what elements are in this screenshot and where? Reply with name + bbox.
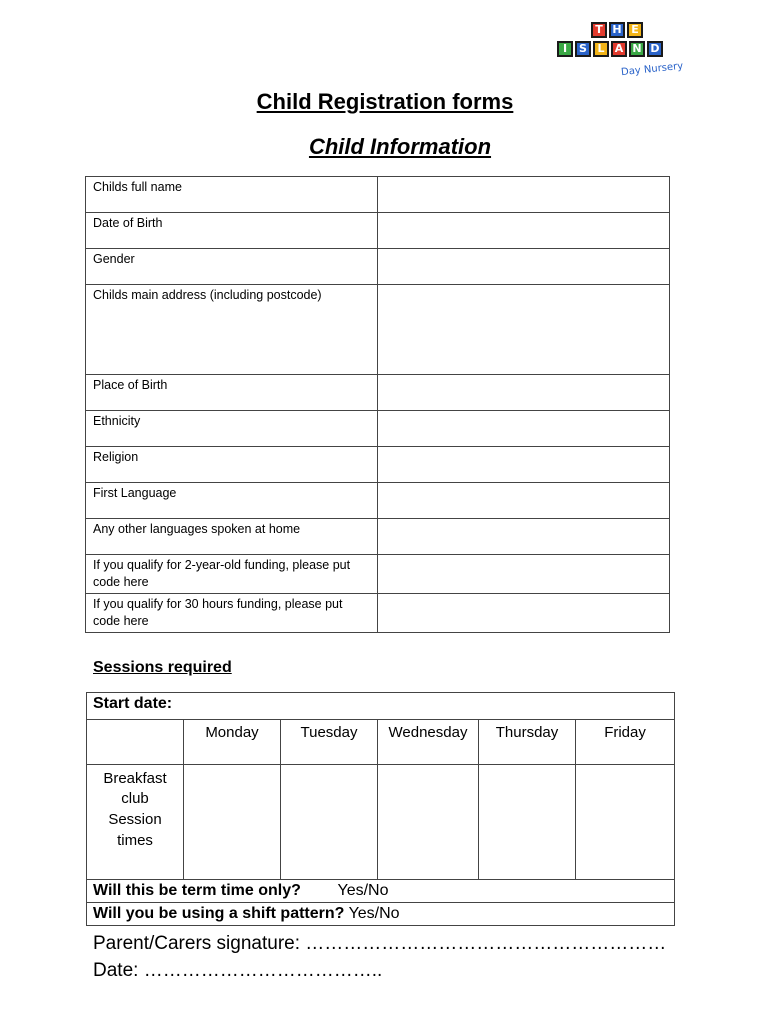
row-label-breakfast-club: Breakfast club bbox=[87, 765, 184, 810]
table-row bbox=[86, 285, 670, 375]
nursery-logo bbox=[555, 20, 685, 82]
corner-cell bbox=[87, 720, 184, 765]
gender-field[interactable] bbox=[378, 249, 670, 285]
other-languages-field[interactable] bbox=[378, 519, 670, 555]
day-header: Thursday bbox=[479, 720, 576, 765]
session-cell[interactable] bbox=[184, 765, 281, 810]
table-row bbox=[86, 447, 670, 483]
logo-tile: T bbox=[591, 22, 607, 38]
shift-pattern-answer[interactable]: Yes/No bbox=[348, 905, 400, 922]
day-header: Wednesday bbox=[378, 720, 479, 765]
date-line[interactable]: Date: ……………………………….. bbox=[93, 960, 383, 981]
session-cell[interactable] bbox=[281, 809, 378, 880]
field-label: Religion bbox=[86, 447, 378, 483]
session-cell[interactable] bbox=[378, 809, 479, 880]
table-row bbox=[86, 594, 670, 633]
table-row bbox=[86, 177, 670, 213]
row-label-session-times: Session times bbox=[87, 809, 184, 880]
day-header: Friday bbox=[576, 720, 675, 765]
shift-pattern-question: Will you be using a shift pattern? bbox=[93, 905, 345, 922]
logo-tile: N bbox=[629, 41, 645, 57]
field-label: If you qualify for 2-year-old funding, please put code here bbox=[86, 555, 378, 594]
session-cell[interactable] bbox=[281, 765, 378, 810]
date-of-birth-field[interactable] bbox=[378, 213, 670, 249]
logo-tile: A bbox=[611, 41, 627, 57]
logo-row-the bbox=[591, 22, 643, 38]
start-date-field[interactable]: Start date: bbox=[87, 693, 675, 720]
term-time-question: Will this be term time only? bbox=[93, 882, 301, 899]
session-cell[interactable] bbox=[576, 809, 675, 880]
logo-tile: H bbox=[609, 22, 625, 38]
session-cell[interactable] bbox=[479, 765, 576, 810]
table-row bbox=[87, 693, 675, 720]
two-year-funding-code-field[interactable] bbox=[378, 555, 670, 594]
field-label: Childs main address (including postcode) bbox=[86, 285, 378, 375]
first-language-field[interactable] bbox=[378, 483, 670, 519]
sessions-table bbox=[86, 692, 675, 926]
table-row bbox=[86, 483, 670, 519]
session-cell[interactable] bbox=[378, 765, 479, 810]
day-header: Monday bbox=[184, 720, 281, 765]
table-row bbox=[87, 720, 675, 765]
field-label: Childs full name bbox=[86, 177, 378, 213]
session-cell[interactable] bbox=[184, 809, 281, 880]
thirty-hours-funding-code-field[interactable] bbox=[378, 594, 670, 633]
table-row bbox=[87, 880, 675, 903]
table-row bbox=[86, 213, 670, 249]
table-row bbox=[86, 249, 670, 285]
full-name-field[interactable] bbox=[378, 177, 670, 213]
table-row bbox=[86, 411, 670, 447]
religion-field[interactable] bbox=[378, 447, 670, 483]
session-cell[interactable] bbox=[576, 765, 675, 810]
logo-tile: S bbox=[575, 41, 591, 57]
shift-pattern-row bbox=[87, 903, 675, 926]
section-title-child-information: Child Information bbox=[308, 134, 492, 159]
page-title: Child Registration forms bbox=[256, 89, 514, 114]
logo-tile: L bbox=[593, 41, 609, 57]
field-label: Gender bbox=[86, 249, 378, 285]
term-time-row bbox=[87, 880, 675, 903]
day-header: Tuesday bbox=[281, 720, 378, 765]
ethnicity-field[interactable] bbox=[378, 411, 670, 447]
logo-tile: D bbox=[647, 41, 663, 57]
session-cell[interactable] bbox=[479, 809, 576, 880]
field-label: Any other languages spoken at home bbox=[86, 519, 378, 555]
address-field[interactable] bbox=[378, 285, 670, 375]
table-row bbox=[87, 765, 675, 810]
field-label: Ethnicity bbox=[86, 411, 378, 447]
logo-tile: I bbox=[557, 41, 573, 57]
logo-row-island bbox=[557, 41, 663, 57]
field-label: If you qualify for 30 hours funding, please put code here bbox=[86, 594, 378, 633]
child-information-table bbox=[85, 176, 670, 633]
place-of-birth-field[interactable] bbox=[378, 375, 670, 411]
parent-signature-line[interactable]: Parent/Carers signature: ………………………………………………… bbox=[93, 933, 667, 954]
logo-subtitle: Day Nursery bbox=[620, 60, 684, 79]
table-row bbox=[86, 555, 670, 594]
field-label: Date of Birth bbox=[86, 213, 378, 249]
sessions-heading: Sessions required bbox=[93, 659, 232, 676]
term-time-answer[interactable]: Yes/No bbox=[337, 882, 389, 899]
field-label: Place of Birth bbox=[86, 375, 378, 411]
logo-tile: E bbox=[627, 22, 643, 38]
table-row bbox=[86, 519, 670, 555]
table-row bbox=[86, 375, 670, 411]
field-label: First Language bbox=[86, 483, 378, 519]
table-row bbox=[87, 809, 675, 880]
table-row bbox=[87, 903, 675, 926]
